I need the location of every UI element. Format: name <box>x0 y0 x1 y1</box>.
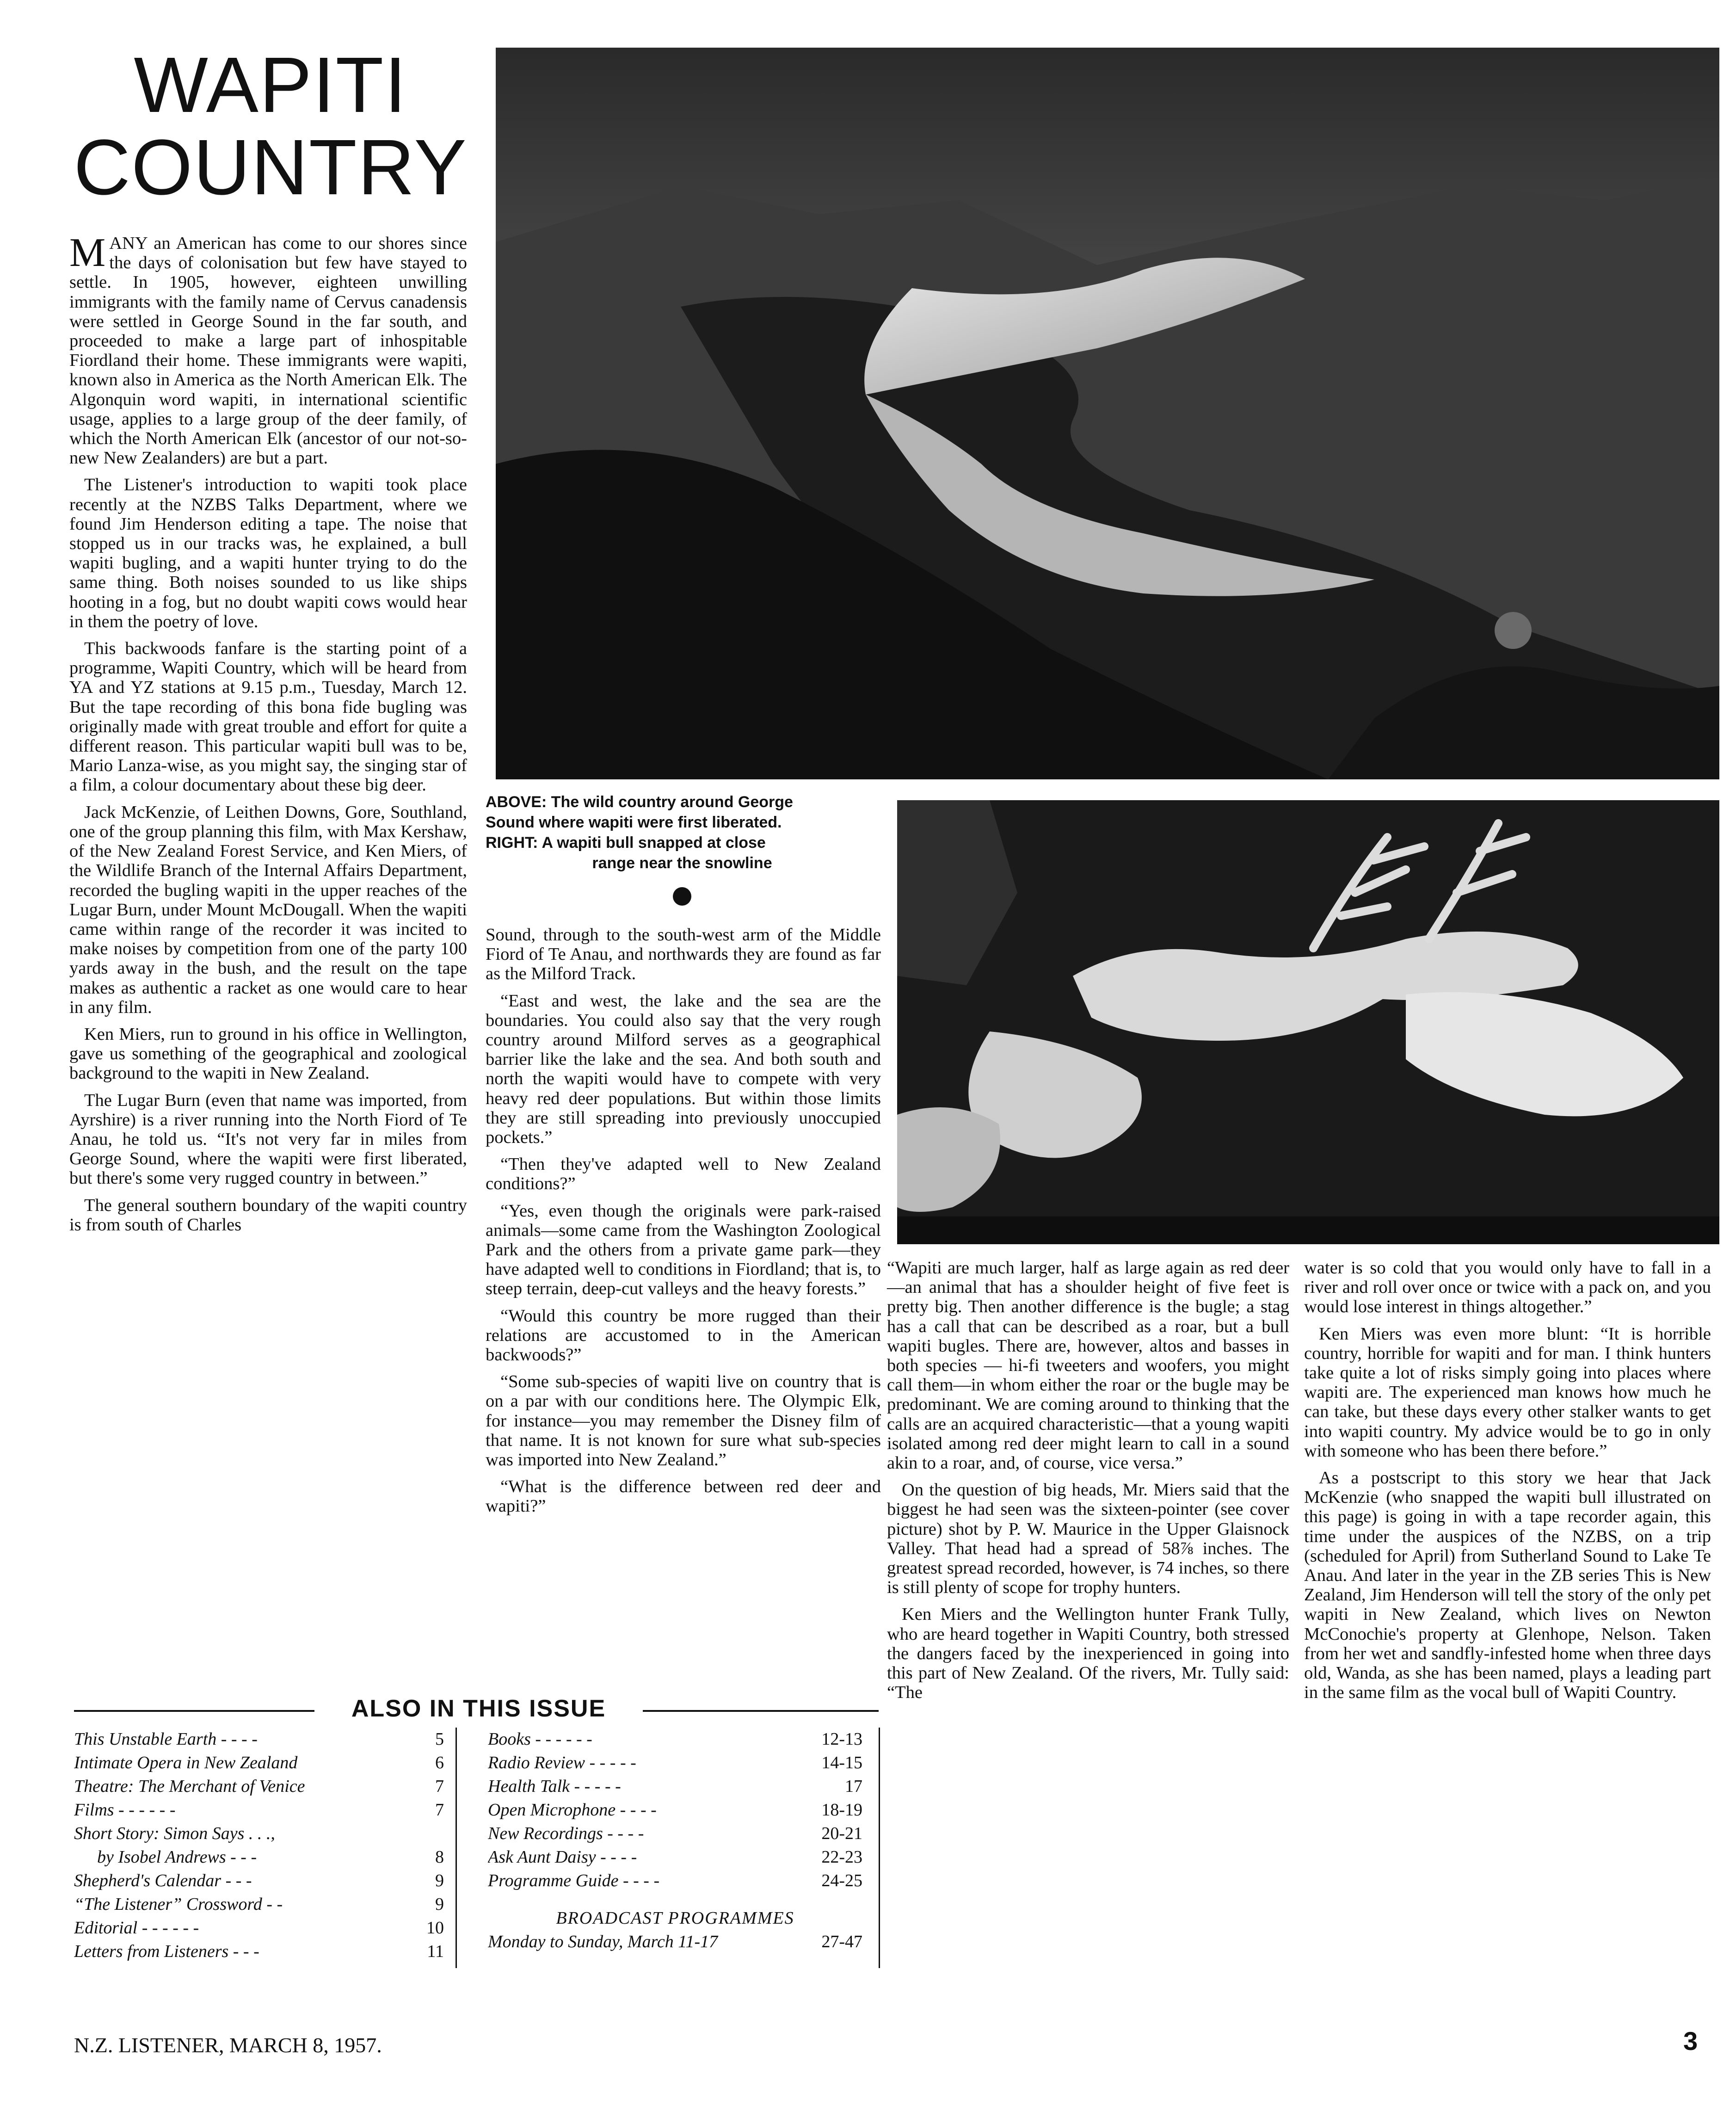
paragraph: The Lugar Burn (even that name was imported, from Ayrshire) is a river running into the North Fiord of Te Anau, he told us. “It's not very far in miles from George Sound, where the wapiti were first liberated, but there's some very rugged country in between.” <box>69 1090 467 1188</box>
photo-caption <box>486 792 879 873</box>
paragraph: “Some sub-species of wapiti live on country that is on a par with our conditions here. The Olympic Elk, for instance—you may remember the Disney film of that name. It is not known for sure what sub-species was imported into New Zealand.” <box>486 1372 881 1470</box>
paragraph: Jack McKenzie, of Leithen Downs, Gore, Southland, one of the group planning this film, with Max Kershaw, of the New Zealand Forest Service, and Ken Miers, of the Wildlife Branch of the Internal Affairs Department, recorded the bugling wapiti in the upper reaches of the Lugar Burn, under Mount McDougall. When the wapiti came within range of the recorder it was incited to make noises by competition from one of the party 100 yards away in the bush, and the result on the tape makes as authentic a racket as one would care to hear in any film. <box>69 802 467 1017</box>
caption-line: range near the snowline <box>592 854 772 872</box>
toc-item[interactable]: Films - - - - - - 7 <box>74 1800 444 1820</box>
toc-item[interactable]: Programme Guide - - - - 24-25 <box>488 1871 862 1890</box>
also-in-this-issue-title: ALSO IN THIS ISSUE <box>351 1695 606 1722</box>
caption-line: RIGHT: A wapiti bull snapped at close <box>486 834 766 852</box>
divider <box>74 1710 314 1712</box>
bullet-ornament <box>673 887 691 906</box>
article-column-4 <box>1304 1258 1711 1989</box>
divider <box>643 1710 879 1712</box>
title-line-1: WAPITI <box>134 41 407 129</box>
toc-item[interactable]: Theatre: The Merchant of Venice 7 <box>74 1777 444 1796</box>
caption-line: ABOVE: The wild country around George <box>486 793 793 811</box>
toc-left <box>74 1728 444 1963</box>
paragraph: Ken Miers, run to ground in his office in Wellington, gave us something of the geographical and zoological background to the wapiti in New Zealand. <box>69 1024 467 1083</box>
title-line-2: COUNTRY <box>74 123 468 211</box>
paragraph: As a postscript to this story we hear that Jack McKenzie (who snapped the wapiti bull illustrated on this page) is going in with a tape recorder again, this time under the auspices of the NZBS, on a trip (scheduled for April) from Sutherland Sound to Lake Te Anau. And later in the year in the ZB series This is New Zealand, Jim Henderson will tell the story of the only pet wapiti in New Zealand, which lives on Newton McConochie's property at Glenhope, Nelson. Taken from her wet and sandfly-infested home when three days old, Wanda, as she has been named, plays a leading part in the same film as the vocal bull of Wapiti Country. <box>1304 1468 1711 1703</box>
toc-item[interactable]: Open Microphone - - - - 18-19 <box>488 1800 862 1820</box>
toc-item[interactable]: Shepherd's Calendar - - - 9 <box>74 1871 444 1890</box>
paragraph: MANY an American has come to our shores since the days of colonisation but few have stayed to settle. In 1905, however, eighteen unwilling immigrants with the family name of Cervus canadensis were settled in George Sound in the far south, and proceeded to make a large part of inhospitable Fiordland their home. These immigrants were wapiti, known also in America as the North American Elk. The Algonquin word wapiti, in international scientific usage, applies to a large group of the deer family, of which the North American Elk (ancestor of our not-so-new New Zealanders) are but a part. <box>69 230 467 468</box>
paragraph: “What is the difference between red deer and wapiti?” <box>486 1477 881 1516</box>
toc-item[interactable]: Monday to Sunday, March 11-17 27-47 <box>488 1932 862 1951</box>
toc-item[interactable]: Letters from Listeners - - - 11 <box>74 1942 444 1961</box>
paragraph: “Yes, even though the originals were park-raised animals—some came from the Washington Zoological Park and the others from a private game park—they have adapted well to conditions in Fiordland; that is, to steep terrain, deep-cut valleys and the heavy forests.” <box>486 1201 881 1299</box>
paragraph: “Wapiti are much larger, half as large again as red deer—an animal that has a shoulder height of five feet is pretty big. Then another difference is the bugle; a stag has a call that can be described as a roar, but a bull wapiti bugles. There are, however, altos and basses in both species — hi-fi tweeters and woofers, you might call them—in whom either the roar or the bugle may be predominant. We are coming around to thinking that the calls are an acquired characteristic—that a young wapiti isolated among red deer might learn to call in a sound akin to a roar, and, of course, vice versa.” <box>887 1258 1289 1473</box>
paragraph: “Would this country be more rugged than their relations are accustomed to in the American backwoods?” <box>486 1306 881 1365</box>
toc-item[interactable]: This Unstable Earth - - - - 5 <box>74 1729 444 1749</box>
toc-item[interactable]: Radio Review - - - - - 14-15 <box>488 1753 862 1772</box>
wapiti-bull-image <box>897 800 1719 1244</box>
toc-item[interactable]: Books - - - - - - 12-13 <box>488 1729 862 1749</box>
paragraph: water is so cold that you would only have to fall in a river and roll over once or twice with a pack on, and you would lose interest in things altogether.” <box>1304 1258 1711 1317</box>
paragraph: This backwoods fanfare is the starting point of a programme, Wapiti Country, which will be heard from YA and YZ stations at 9.15 p.m., Tuesday, March 12. But the tape recording of this bona fide bugling was originally made with great trouble and effort for quite a different reason. This particular wapiti bull was to be, Mario Lanza-wise, as you might say, the singing star of a film, a colour documentary about these big deer. <box>69 639 467 795</box>
toc-item[interactable]: by Isobel Andrews - - - 8 <box>97 1847 444 1867</box>
paragraph: The general southern boundary of the wapiti country is from south of Charles <box>69 1195 467 1235</box>
paragraph: On the question of big heads, Mr. Miers said that the biggest he had seen was the sixteen-pointer (see cover picture) shot by P. W. Maurice in the Upper Glaisnock Valley. That head had a spread of 58⅞ inches. The greatest spread recorded, however, is 74 inches, so there is still plenty of scope for trophy hunters. <box>887 1480 1289 1598</box>
article-title <box>69 41 472 211</box>
paragraph: “East and west, the lake and the sea are the boundaries. You could also say that the very rough country around Milford serves as a geographical barrier like the lake and the sea. And both south and north the wapiti would have to compete with very heavy red deer populations. But within those limits they are still spreading into previously unoccupied pockets.” <box>486 991 881 1148</box>
column-divider <box>879 1728 880 1968</box>
paragraph: Ken Miers and the Wellington hunter Frank Tully, who are heard together in Wapiti Country, both stressed the dangers faced by the inexperienced in going into this part of New Zealand. Of the rivers, Mr. Tully said: “The <box>887 1605 1289 1703</box>
landscape-photo <box>496 48 1719 779</box>
footer-publication-date: N.Z. LISTENER, MARCH 8, 1957. <box>74 2033 382 2057</box>
drop-cap: M <box>69 230 106 275</box>
toc-item[interactable]: Ask Aunt Daisy - - - - 22-23 <box>488 1847 862 1867</box>
toc-item[interactable]: Health Talk - - - - - 17 <box>488 1777 862 1796</box>
toc-item[interactable]: Intimate Opera in New Zealand 6 <box>74 1753 444 1772</box>
toc-item[interactable]: Short Story: Simon Says . . ., <box>74 1824 275 1843</box>
fiord-landscape-image <box>496 48 1719 779</box>
paragraph: Ken Miers was even more blunt: “It is horrible country, horrible for wapiti and for man. I think hunters take quite a lot of risks simply going into places where wapiti are. The experienced man knows how much he can take, but these days every other stalker wants to get into wapiti country. My advice would be to go in only with someone who has been there before.” <box>1304 1324 1711 1461</box>
paragraph: Sound, through to the south-west arm of the Middle Fiord of Te Anau, and northwards they are found as far as the Milford Track. <box>486 925 881 984</box>
toc-divider <box>456 1728 457 1968</box>
article-column-3 <box>887 1258 1289 1989</box>
wapiti-bull-photo <box>897 800 1719 1244</box>
paragraph: “Then they've adapted well to New Zealand conditions?” <box>486 1154 881 1194</box>
toc-item[interactable]: Editorial - - - - - - 10 <box>74 1918 444 1938</box>
article-column-1 <box>69 230 467 1679</box>
broadcast-programmes-heading: BROADCAST PROGRAMMES <box>556 1908 794 1928</box>
toc-item[interactable]: “The Listener” Crossword - - 9 <box>74 1895 444 1914</box>
paragraph: The Listener's introduction to wapiti took place recently at the NZBS Talks Department, where we found Jim Henderson editing a tape. The noise that stopped us in our tracks was, he explained, a bull wapiti bugling, and a wapiti hunter trying to do the same thing. Both noises sounded to us like ships hooting in a fog, but no doubt wapiti cows would hear in them the poetry of love. <box>69 475 467 631</box>
page-number: 3 <box>1683 2026 1698 2056</box>
toc-item[interactable]: New Recordings - - - - 20-21 <box>488 1824 862 1843</box>
caption-line: Sound where wapiti were first liberated. <box>486 814 782 831</box>
toc-right <box>488 1728 862 1954</box>
article-column-2 <box>486 925 881 1684</box>
